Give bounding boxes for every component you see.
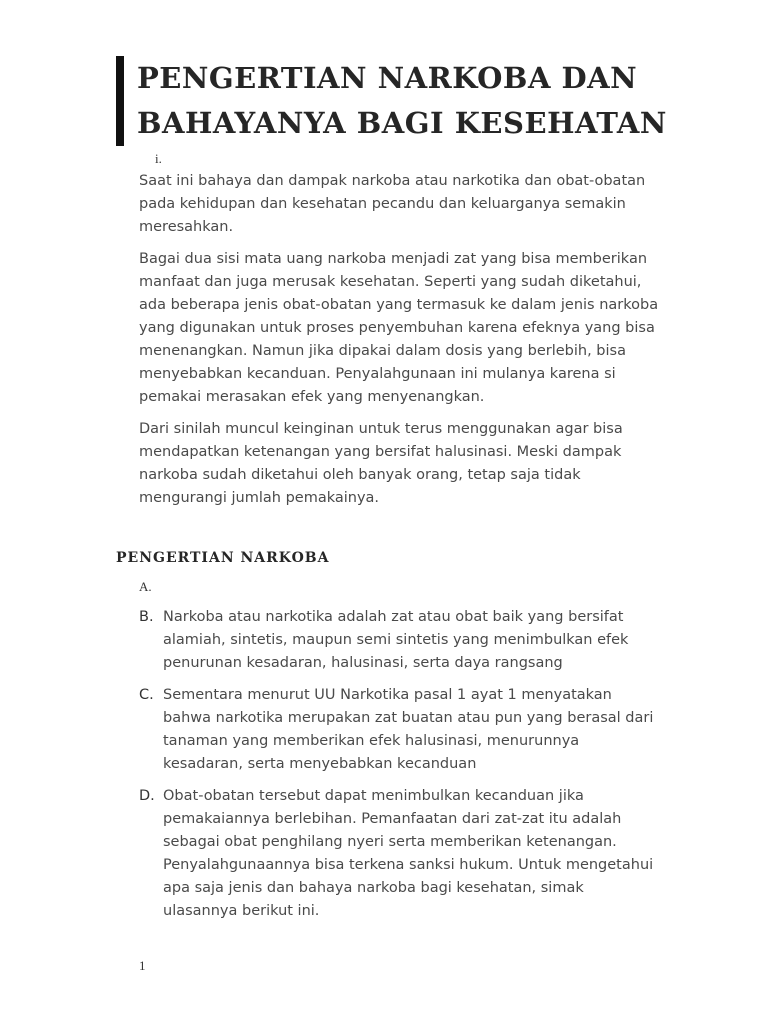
- list-item-d: [139, 785, 659, 923]
- list-marker: D.: [139, 788, 155, 804]
- list-marker: A.: [139, 579, 152, 594]
- intro-paragraph-1: Saat ini bahaya dan dampak narkoba atau narkotika dan obat-obatan pada kehidupan dan kesehatan pecandu dan keluarganya semakin meresahkan.: [139, 173, 646, 235]
- section-heading: PENGERTIAN NARKOBA: [116, 550, 330, 566]
- list-marker: C.: [139, 687, 154, 703]
- roman-numeral-marker: i.: [155, 151, 162, 166]
- list-marker: B.: [139, 609, 154, 625]
- intro-section: [139, 170, 659, 519]
- definition-list: [139, 578, 659, 932]
- list-item-c: [139, 684, 659, 776]
- list-text: Sementara menurut UU Narkotika pasal 1 ayat 1 menyatakan bahwa narkotika merupakan zat buatan atau pun yang berasal dari tanaman yang memberikan efek halusinasi, menurunnya kesadaran, serta menyebabkan kecanduan: [163, 687, 654, 772]
- document-title: PENGERTIAN NARKOBA DAN BAHAYANYA BAGI KESEHATAN: [137, 61, 667, 140]
- title-block: [116, 56, 737, 146]
- intro-paragraph-3: Dari sinilah muncul keinginan untuk terus menggunakan agar bisa mendapatkan ketenangan yang bersifat halusinasi. Meski dampak narkoba sudah diketahui oleh banyak orang, tetap saja tidak mengurangi jumlah pemakainya.: [139, 421, 623, 506]
- page-number: 1: [139, 958, 146, 973]
- list-text: Obat-obatan tersebut dapat menimbulkan kecanduan jika pemakaiannya berlebihan. Pemanfaatan dari zat-zat itu adalah sebagai obat penghilang nyeri serta memberikan ketenangan. Penyalahgunaannya bisa terkena sanksi hukum. Untuk mengetahui apa saja jenis dan bahaya narkoba bagi kesehatan, simak ulasannya berikut ini.: [163, 788, 654, 919]
- list-item-a: [139, 578, 659, 595]
- list-text: Narkoba atau narkotika adalah zat atau obat baik yang bersifat alamiah, sintetis, maupun semi sintetis yang menimbulkan efek penurunan kesadaran, halusinasi, serta daya rangsang: [163, 609, 629, 671]
- list-item-b: [139, 606, 659, 675]
- intro-paragraph-2: Bagai dua sisi mata uang narkoba menjadi zat yang bisa memberikan manfaat dan juga merusak kesehatan. Seperti yang sudah diketahui, ada beberapa jenis obat-obatan yang termasuk ke dalam jenis narkoba yang digunakan untuk proses penyembuhan karena efeknya yang bisa menenangkan. Namun jika dipakai dalam dosis yang berlebih, bisa menyebabkan kecanduan. Penyalahgunaan ini mulanya karena si pemakai merasakan efek yang menyenangkan.: [139, 251, 659, 405]
